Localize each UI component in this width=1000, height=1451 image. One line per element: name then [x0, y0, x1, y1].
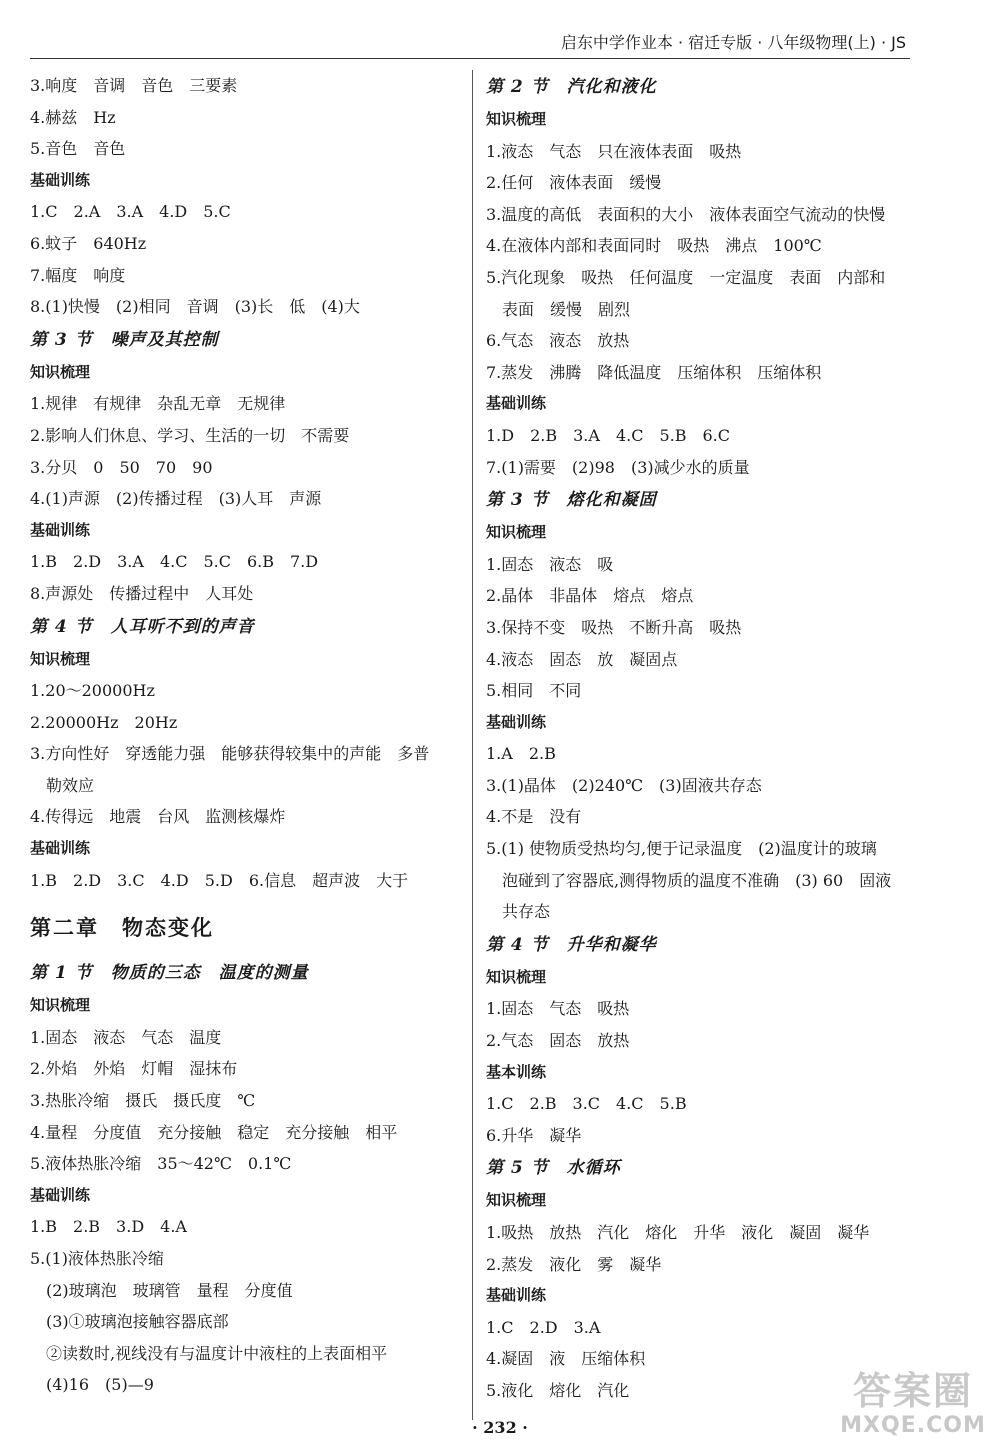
- section-heading: 第 4 节 人耳听不到的声音: [30, 616, 255, 637]
- section-label: 基础训练: [486, 1286, 547, 1305]
- column-divider: [472, 70, 473, 1420]
- answer-line: 1.液态 气态 只在液体表面 吸热: [486, 141, 742, 161]
- right-column: [486, 70, 926, 1407]
- answer-line: 1.20～20000Hz: [30, 681, 155, 701]
- answer-line: 1.固态 气态 吸热: [486, 999, 630, 1019]
- watermark-logo: [838, 1369, 988, 1443]
- answer-line: 3.保持不变 吸热 不断升高 吸热: [486, 617, 742, 637]
- section-heading: 第 4 节 升华和凝华: [486, 934, 657, 955]
- answer-line: 8.(1)快慢 (2)相同 音调 (3)长 低 (4)大: [30, 297, 360, 317]
- section-label: 基础训练: [30, 839, 91, 858]
- answer-line: 2.影响人们休息、学习、生活的一切 不需要: [30, 425, 350, 445]
- answer-line: 1.C 2.B 3.C 4.C 5.B: [486, 1094, 687, 1114]
- answer-line: 1.B 2.D 3.A 4.C 5.C 6.B 7.D: [30, 552, 319, 572]
- answer-line: 2.晶体 非晶体 熔点 熔点: [486, 586, 694, 606]
- answer-line: 5.(1) 使物质受热均匀,便于记录温度 (2)温度计的玻璃: [486, 839, 877, 859]
- answer-line: 1.吸热 放热 汽化 熔化 升华 液化 凝固 凝华: [486, 1223, 870, 1242]
- section-heading: 第 2 节 汽化和液化: [486, 77, 657, 97]
- answer-line-continued: (2)玻璃泡 玻璃管 量程 分度值: [46, 1280, 293, 1300]
- answer-line: 3.响度 音调 音色 三要素: [30, 76, 238, 95]
- answer-line: 3.热胀冷缩 摄氏 摄氏度 ℃: [30, 1091, 256, 1111]
- section-label: 知识梳理: [486, 967, 547, 986]
- answer-line: 1.C 2.A 3.A 4.D 5.C: [30, 202, 231, 222]
- watermark-line2: MXQE.COM: [840, 1413, 986, 1438]
- section-heading: 第 3 节 熔化和凝固: [486, 490, 657, 511]
- answer-line: 4.传得远 地震 台风 监测核爆炸: [30, 807, 286, 827]
- running-header: 启东中学作业本 · 宿迁专版 · 八年级物理(上) · JS: [30, 30, 910, 59]
- answer-line: 2.20000Hz 20Hz: [30, 712, 178, 732]
- section-label: 基础训练: [486, 394, 547, 413]
- section-label: 基础训练: [30, 520, 91, 539]
- answer-line: 5.液体热胀冷缩 35～42℃ 0.1℃: [30, 1154, 292, 1174]
- answer-line: 4.赫兹 Hz: [30, 107, 116, 127]
- answer-line: 1.C 2.D 3.A: [486, 1317, 601, 1337]
- answer-line: 7.蒸发 沸腾 降低温度 压缩体积 压缩体积: [486, 362, 822, 382]
- section-label: 基础训练: [30, 1185, 91, 1204]
- answer-line: 4.在液体内部和表面同时 吸热 沸点 100℃: [486, 236, 822, 256]
- answer-line-continued: 共存态: [502, 902, 551, 922]
- answer-line: 5.(1)液体热胀冷缩: [30, 1249, 164, 1268]
- section-label: 基础训练: [30, 170, 91, 189]
- answer-line: 6.蚊子 640Hz: [30, 233, 147, 253]
- section-label: 知识梳理: [486, 110, 547, 128]
- section-heading: 第 3 节 噪声及其控制: [30, 329, 219, 350]
- answer-line: 7.(1)需要 (2)98 (3)减少水的质量: [486, 457, 750, 477]
- answer-line-continued: 勒效应: [46, 775, 95, 795]
- answer-line: 4.(1)声源 (2)传播过程 (3)人耳 声源: [30, 489, 322, 509]
- section-label: 知识梳理: [30, 362, 91, 381]
- section-label: 知识梳理: [486, 1191, 547, 1210]
- section-label: 基础训练: [486, 712, 547, 731]
- answer-line-continued: ②读数时,视线没有与温度计中液柱的上表面相平: [46, 1343, 388, 1363]
- section-heading: 第 1 节 物质的三态 温度的测量: [30, 963, 309, 984]
- answer-line: 4.凝固 液 压缩体积: [486, 1349, 646, 1369]
- answer-line: 5.音色 音色: [30, 139, 126, 159]
- answer-line: 3.温度的高低 表面积的大小 液体表面空气流动的快慢: [486, 204, 886, 224]
- answer-line: 1.B 2.D 3.C 4.D 5.D 6.信息 超声波 大于: [30, 870, 409, 890]
- answer-line: 3.分贝 0 50 70 90: [30, 457, 213, 477]
- left-column: [30, 70, 470, 1401]
- answer-line: 4.液态 固态 放 凝固点: [486, 649, 678, 669]
- answer-line: 2.蒸发 液化 雾 凝华: [486, 1254, 662, 1274]
- chapter-heading: 第二章 物态变化: [30, 915, 214, 941]
- watermark-line1: 答案圈: [852, 1369, 973, 1413]
- answer-line: 1.固态 液态 气态 温度: [30, 1027, 222, 1047]
- answer-line: 1.规律 有规律 杂乱无章 无规律: [30, 394, 286, 414]
- answer-line: 2.外焰 外焰 灯帽 湿抹布: [30, 1059, 238, 1079]
- section-heading: 第 5 节 水循环: [486, 1158, 621, 1179]
- page-number: · 232 ·: [472, 1418, 528, 1437]
- section-label: 知识梳理: [30, 996, 91, 1015]
- answer-line: 1.固态 液态 吸: [486, 554, 614, 574]
- section-label: 基本训练: [486, 1062, 547, 1081]
- answer-line: 7.幅度 响度: [30, 265, 126, 285]
- answer-line: 4.不是 没有: [486, 807, 582, 827]
- answer-line: 1.A 2.B: [486, 744, 556, 764]
- answer-line-continued: (4)16 (5)—9: [46, 1375, 154, 1395]
- answer-line: 6.升华 凝华: [486, 1125, 582, 1145]
- answer-line: 8.声源处 传播过程中 人耳处: [30, 583, 254, 603]
- answer-line: 2.气态 固态 放热: [486, 1031, 630, 1051]
- answer-line-continued: 表面 缓慢 剧烈: [502, 299, 631, 319]
- answer-line: 3.方向性好 穿透能力强 能够获得较集中的声能 多普: [30, 744, 430, 764]
- section-label: 知识梳理: [486, 523, 547, 542]
- answer-line: 4.量程 分度值 充分接触 稳定 充分接触 相平: [30, 1122, 398, 1142]
- answer-line: 3.(1)晶体 (2)240℃ (3)固液共存态: [486, 775, 762, 795]
- answer-line: 2.任何 液体表面 缓慢: [486, 173, 662, 193]
- answer-line: 1.B 2.B 3.D 4.A: [30, 1217, 187, 1237]
- answer-line: 5.汽化现象 吸热 任何温度 一定温度 表面 内部和: [486, 267, 886, 287]
- answer-line: 6.气态 液态 放热: [486, 331, 630, 351]
- answer-line: 5.液化 熔化 汽化: [486, 1380, 630, 1400]
- answer-line: 5.相同 不同: [486, 681, 582, 701]
- answer-line: 1.D 2.B 3.A 4.C 5.B 6.C: [486, 425, 730, 445]
- answer-line-continued: (3)①玻璃泡接触容器底部: [46, 1312, 229, 1332]
- section-label: 知识梳理: [30, 649, 91, 668]
- answer-line-continued: 泡碰到了容器底,测得物质的温度不准确 (3) 60 固液: [502, 870, 892, 890]
